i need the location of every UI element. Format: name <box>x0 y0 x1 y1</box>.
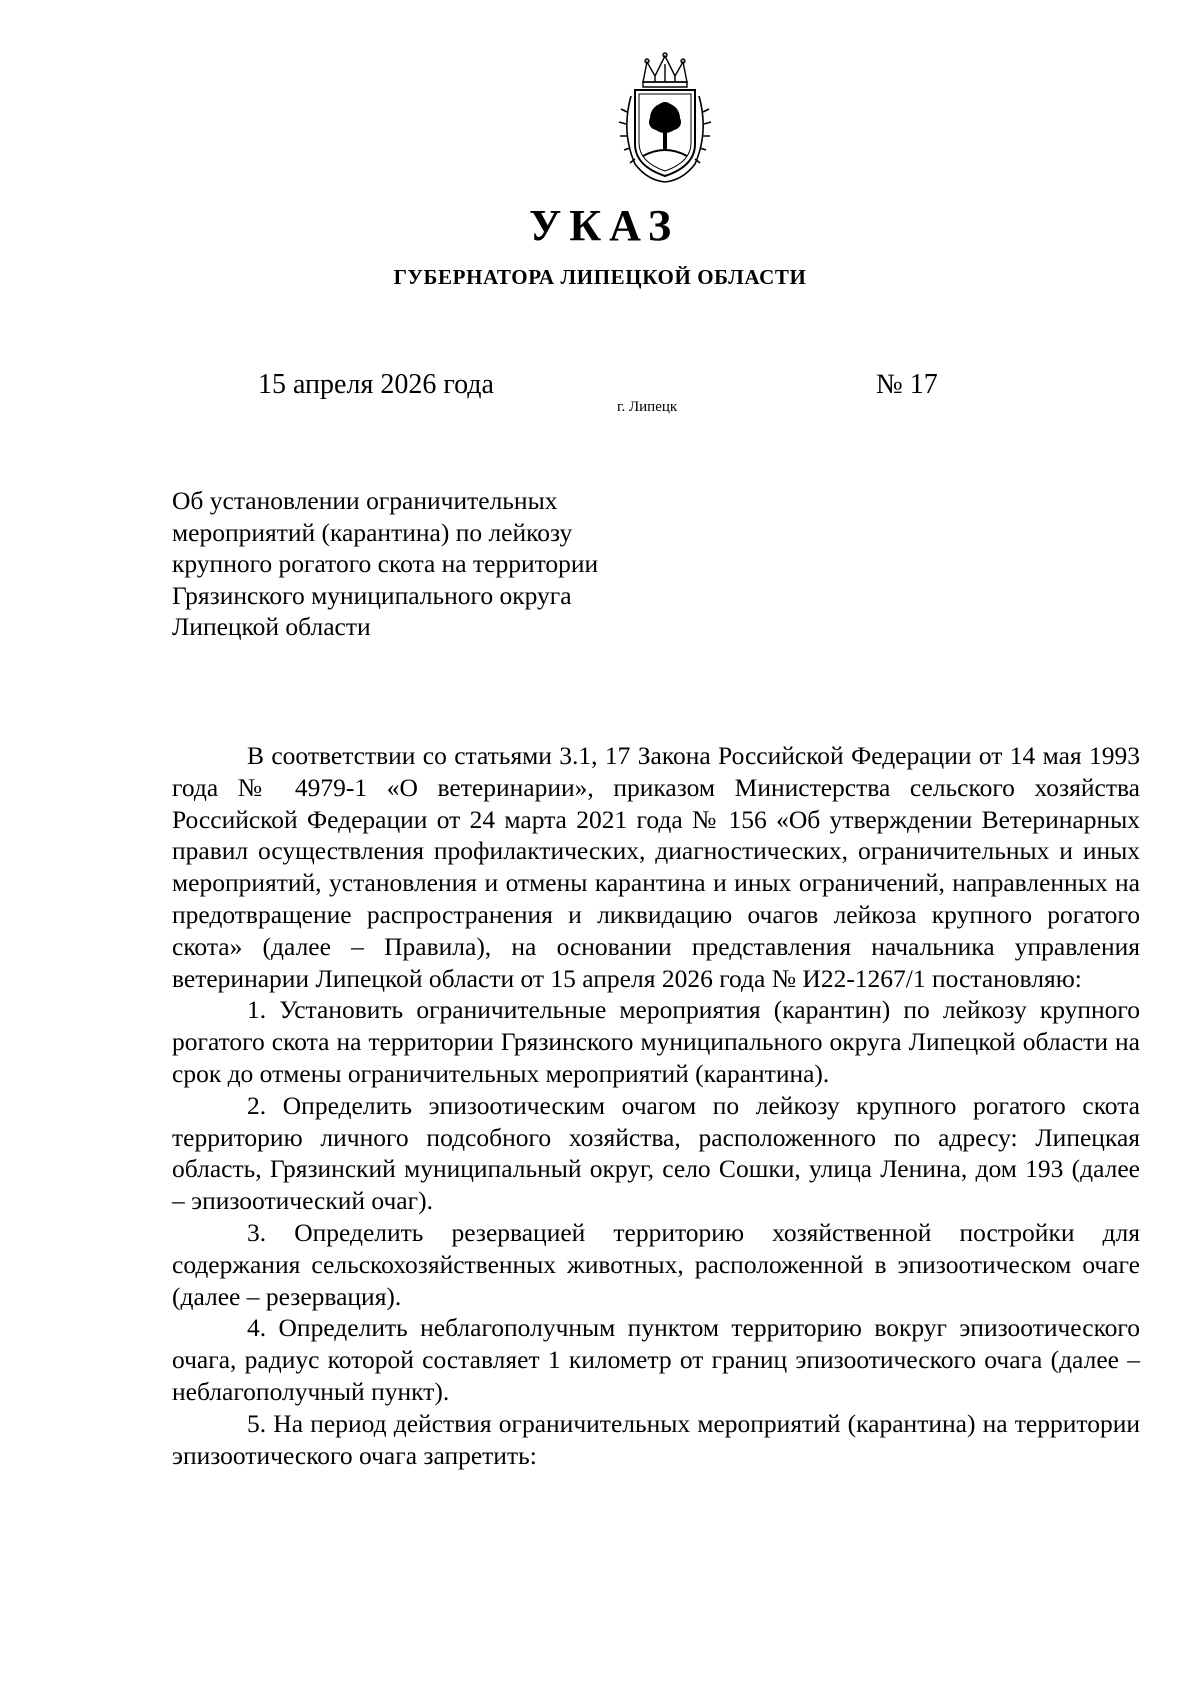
preamble-paragraph: В соответствии со статьями 3.1, 17 Закона Российской Федерации от 14 мая 1993 года № 4979-1 «О ветеринарии», приказом Министерства сельского хозяйства Российской Федерации от 24 марта 2021 года № 156 «Об утверждении Ветеринарных правил осуществления профилактических, диагностических, ограничительных и иных мероприятий, установления и отмены карантина и иных ограничений, направленных на предотвращение распространения и ликвидацию очагов лейкоза крупного рогатого скота» (далее – Правила), на основании представления начальника управления ветеринарии Липецкой области от 15 апреля 2026 года № И22-1267/1 постановляю: <box>172 741 1140 993</box>
decree-body <box>172 740 1140 1471</box>
decree-number: № 17 <box>876 369 938 400</box>
decree-date: 15 апреля 2026 года <box>258 369 494 400</box>
decree-city: г. Липецк <box>617 399 678 415</box>
clause-2: 2. Определить эпизоотическим очагом по лейкозу крупного рогатого скота территорию личного подсобного хозяйства, расположенного по адресу: Липецкая область, Грязинский муниципальный округ, село Сошки, улица Ленина, дом 193 (далее – эпизоотический очаг). <box>172 1090 1140 1216</box>
document-title: УКАЗ <box>528 201 680 250</box>
clause-5: 5. На период действия ограничительных мероприятий (карантина) на территории эпизоотического очага запретить: <box>172 1408 1140 1470</box>
decree-subject: Об установлении ограничительных мероприятий (карантина) по лейкозу крупного рогатого скота на территории Грязинского муниципального округа Липецкой области <box>172 486 599 641</box>
clause-3: 3. Определить резервацией территорию хозяйственной постройки для содержания сельскохозяйственных животных, расположенной в эпизоотическом очаге (далее – резервация). <box>172 1217 1140 1311</box>
clause-4: 4. Определить неблагополучным пунктом территорию вокруг эпизоотического очага, радиус которой составляет 1 километр от границ эпизоотического очага (далее – неблагополучный пункт). <box>172 1313 1140 1406</box>
clause-1: 1. Установить ограничительные мероприятия (карантин) по лейкозу крупного рогатого скота на территории Грязинского муниципального округа Липецкой области на срок до отмены ограничительных мероприятий (карантина). <box>172 995 1140 1088</box>
issuer-subtitle: ГУБЕРНАТОРА ЛИПЕЦКОЙ ОБЛАСТИ <box>393 265 807 289</box>
coat-of-arms-icon <box>613 52 717 186</box>
